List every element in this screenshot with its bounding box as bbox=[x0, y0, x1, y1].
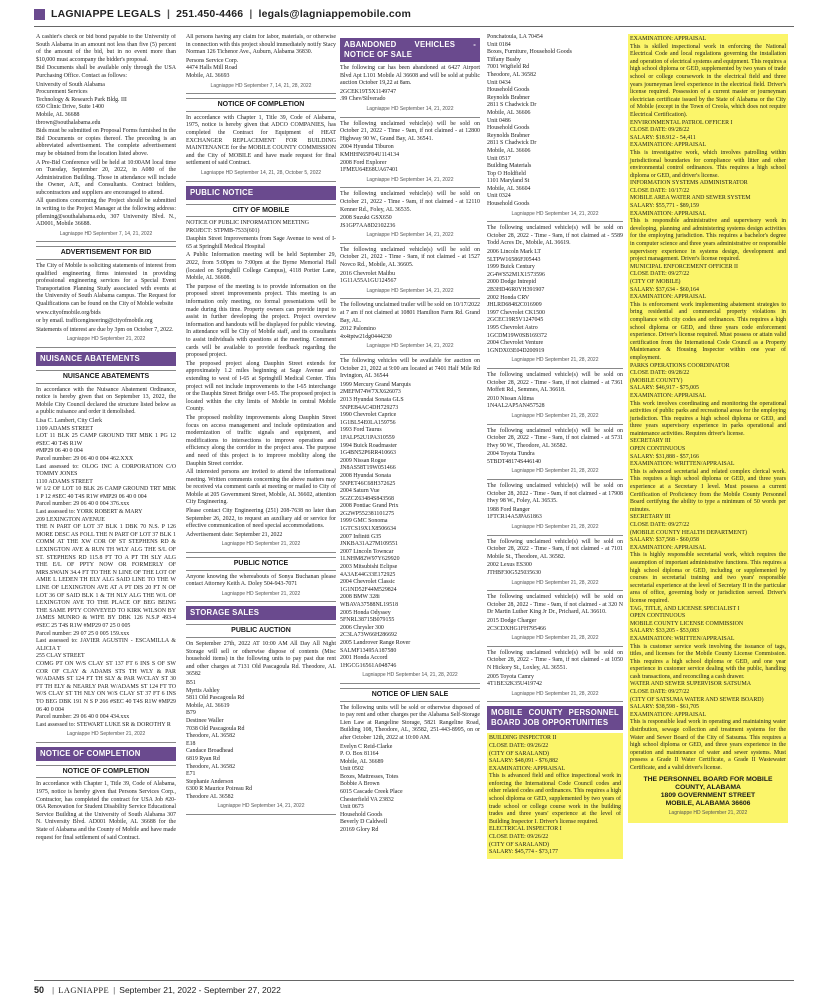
notice-subhead: NUISANCE ABATEMENTS bbox=[36, 370, 176, 384]
vehicle-paragraph: The following unclaimed vehicle(s) will be sold on October 28, 2022 - Time - 9am, if not claimed - at 320 N Dr Martin Luther King Jr Dr., Prichard, AL 36610. bbox=[487, 594, 623, 616]
section-banner: NOTICE OF COMPLETION bbox=[36, 747, 176, 761]
bid-address: University of South Alabama Procurement Services Technology & Research Park Bldg. III 650 Clinic Drive, Suite 1400 Mobile, AL 36688 tbrown@southalabama.edu bbox=[36, 81, 127, 126]
bid-paragraph: Bids must be submitted on Proposal Forms furnished in the Bid Documents or copies thereof. The preceding is an abbreviated advertisement. The complete advertisement may be obtained from the location listed above. bbox=[36, 128, 176, 157]
city-paragraph: The proposed mobility improvements along Dauphin Street focus on access management and include optimization and modernization of traffic signals and equipment, and modifications to intersections to improve operations and efficiency along the corridor in the project area. The purpose and need of this project is to improve mobility along the Dauphin Street corridor. bbox=[186, 414, 336, 467]
notice-subhead: ADVERTISEMENT FOR BID bbox=[36, 246, 176, 260]
vehicle-list: 2GCEK19T5X1149747 .99 Chev/Silverado bbox=[340, 88, 397, 103]
page-header bbox=[34, 6, 794, 22]
vehicle-list: 1999 Mercury Grand Marquis 2MEFM74W7XX626073 2013 Hyundai Sonata GLS 5NPEB4AC4DH729273 1990 Chevrolet Caprice 1G1BL54E0LA159756 1993 Ford Taurus 1FALP52U1PA310559 1994 Buick Roadmaster 1G4BN52P6RR410663 2009 Nissan Rogue JN8AS58T19W051466 2008 Hyundai Sonata 5NPET46C68H372625 2004 Saturn Vue 5GZCZ63484S843568 2008 Pontiac Grand Prix 2G2WP552381101275 1999 GMC Sonoma 1GTCS19X1X8506634 2007 Infiniti G35 JNKBA31A27M109551 2007 Lincoln Towncar 1LNHM82W97Y629920 2003 Mitsubishi Eclipse 4A3AE44G33E172925 2004 Chevrolet Classic 1G1ND52F44M529824 2008 BMW 328i WBAVA37588NL19518 2005 Honda Odyssey 5FNRL38715B079155 2006 Chrysler 300 2C3LA73W66H286692 2005 Landrover Range Rover SALMF13495A187580 2001 Honda Accord 1HGCG16561A048746 bbox=[340, 381, 411, 669]
header-separator: | bbox=[249, 8, 253, 20]
notice-credit: Lagniappe HD September 21, 28, 2022 bbox=[487, 524, 623, 536]
vehicle-list: 2005 Toyota Camry 4T1BE32K35U419742 bbox=[487, 673, 542, 688]
notice-credit: Lagniappe HD September 21, 28, 2022 bbox=[487, 357, 623, 369]
section-banner: NUISANCE ABATEMENTS bbox=[36, 352, 176, 366]
city-paragraph: NOTICE OF PUBLIC INFORMATION MEETING PROJECT: STPMB-7533(601) bbox=[186, 220, 310, 234]
city-paragraph: All interested persons are invited to attend the informational meeting. Written comments concerning the above matters may be received via comment cards at meeting or mailed to City of Mobile at 205 Government Street, Mobile, AL 36602, attention City Engineering. bbox=[186, 469, 336, 506]
footer-separator: | bbox=[113, 985, 116, 995]
notice-subhead: NOTICE OF COMPLETION bbox=[186, 98, 336, 112]
auction-unit-list: B51 Myrtis Ashley 5811 Old Pascagoula Rd Mobile, AL 36619 B79 Destinee Waller 7038 Old Pascagoula Rd Theodore, AL 36582 E18 Candace Broadhead 6819 Ryan Rd Theodore, AL 36582 E71 Stephanie Anderson 6300 R Maurice Poireau Rd Theodore AL 36582 bbox=[186, 679, 253, 800]
vehicle-list: 2006 Lincoln Mark LT 5LTPW16586FJ05443 1999 Buick Century 2G4WS52M1X1573596 2000 Dodge Intrepid 2B3HD46R0YH391907 2002 Honda CRV JHLRD68482C016909 1997 Chevrolet CK1500 2GCEC19R5V1247045 1995 Chevrolet Astro 1GCDM19W0SB169372 2004 Chevrolet Venture 1GNDX03E04D200919 bbox=[487, 249, 547, 354]
completion-paragraph: In accordance with Chapter 1, Title 39, Code of Alabama, 1975, notice is hereby given that ADCO COMPANIES, has completed the Contract for Equipment of HEAT EXCHANGER REPLACEMENT FOR BUILDING MAINTENANCE for the MOBILE COUNTY COMMISSION and the City of MOBILE and have made request for final settlement of said Contract. bbox=[186, 114, 336, 167]
adv-paragraph: Statements of interest are due by 3pm on October 7, 2022. bbox=[36, 326, 174, 333]
notice-credit: Lagniappe HD September 14, 21, 2022 bbox=[340, 232, 480, 244]
vehicle-list: 2004 Hyundai Tiburon KMHHN65F04U114134 2008 Ford Explorer 1FMEU64E68UA67401 bbox=[340, 144, 400, 174]
column-5 bbox=[628, 34, 788, 964]
vehicle-list: 2008 Suzuki GSX650 JS1GP7AA8D2102236 bbox=[340, 215, 396, 229]
city-paragraph: Please contact City Engineering (251) 208-7638 no later than September 26, 2022, to request an auxiliary aid or service for effective communication of need special accommodations. bbox=[186, 508, 336, 530]
city-paragraph: The purpose of the meeting is to provide information on the proposed street improvements project. This meeting is an information only meeting, no formal presentations will be made during this time. Property owners can provide input to assist in further developing the project. Project overview information and handouts will be displayed for public viewing. In attendance will be City of Mobile staff, and its consultants to assist individuals with questions at the meeting. Comment cards will be available to provide feedback regarding the proposed project. bbox=[186, 283, 336, 359]
notice-credit: Lagniappe HD September 21, 28, 2022 bbox=[487, 580, 623, 592]
vehicle-paragraph: The following unclaimed vehicle(s) will be sold on October 28, 2022 - Time - 9am, if not claimed - at 7361 Moffett Rd., Semmes, AL 36618. bbox=[487, 371, 623, 394]
section-square-icon bbox=[34, 9, 45, 20]
nuisance-paragraph: In accordance with the Nuisance Abatement Ordinance, notice is hereby given that on September 13, 2022, the Mobile City Council declared the structure listed below as a public nuisance and order it demolished. bbox=[36, 386, 176, 416]
vehicle-paragraph: The following unclaimed vehicle(s) will be sold on October 21, 2022 - Time - 9am, if not claimed - at 1527 Novco Rd., Mobile, AL 36605. bbox=[340, 246, 480, 269]
bid-paragraph: A Pre-Bid Conference will be held at 10:00AM local time on Tuesday, September 20, 2022, in A080 of the Administration Building. Those in attendance will include the Owner, A/E, and Consultants. Contract bidders, subcontractors and suppliers are encouraged to attend. bbox=[36, 159, 176, 196]
lien-unit-list: Evelyn C Reid-Clarke P. O. Box 81164 Mobile, AL 36689 Unit 0502 Boxes, Mattresses, Totes Bobbie A Brown 6015 Cascade Creek Place Chesterfield VA 23832 Unit 0673 Household Goods Beverly D Caldwell 20169 Glory Rd bbox=[340, 743, 403, 834]
city-paragraph: Advertisement date: September 21, 2022 bbox=[186, 531, 283, 538]
bid-paragraph: Bid Documents shall be available only through the USA Purchasing Office. Contact as follows: bbox=[36, 65, 176, 79]
notice-credit: Lagniappe HD September 21, 2022 bbox=[36, 731, 176, 743]
notice-subhead: NOTICE OF LIEN SALE bbox=[340, 688, 480, 702]
jobs-highlight-box bbox=[628, 34, 788, 823]
adv-paragraph: The City of Mobile is soliciting statements of interest from qualified engineering firms interested in providing professional engineering services for a Special Event Transportation Planning Study associated with events at the University of South Alabama campus. The Request for Qualifications can be found on the City of Mobile website bbox=[36, 263, 176, 307]
completion-paragraph: In accordance with Chapter 1, Title 39, Code of Alabama, 1975, notice is hereby given that Persons Services Corp., Contractor, has completed the contract for USA Job #20-06A Renovation for Student Disability Service Educational Service Building at the University of South Alabama 307 N. University Blvd. AD001 Mobile, AL 36688 for the State of Alabama and the County of Mobile and have made request for final settlement of said Contract. bbox=[36, 781, 176, 841]
vehicle-paragraph: The following unclaimed vehicle(s) will be sold on October 28, 2022 - Time - 9am, if not claimed - at 5731 Hwy 90 W., Theodore, AL 36582. bbox=[487, 427, 623, 449]
issue-dates: September 21, 2022 - September 27, 2022 bbox=[119, 985, 281, 995]
column-3 bbox=[340, 34, 480, 964]
section-banner: STORAGE SALES bbox=[186, 606, 336, 620]
page-footer bbox=[34, 980, 794, 996]
vehicle-paragraph: The following unclaimed vehicle(s) will be sold on October 28, 2022 - Time - 9am, if not claimed at - 5589 Todd Acres Dr., Mobile, AL 36619. bbox=[487, 225, 623, 247]
adv-paragraph: or by email. trafficengineering@cityofmobile.org bbox=[36, 318, 153, 325]
nuisance-property-list: Lisa C. Lambert, City Clerk 1109 ADAMS STREET LOT 11 BLK 25 CAMP GROUND TRT MBK 1 PG 12 #SEC 40 T4S R1W #MP29 06 40 0 004 Parcel number: 29 06 40 0 004 462.XXX Last assessed to: OLOG INC A CORPORATION C/O TOMMY JONES 1110 ADAMS STREET W 1/2 OF LOT 10 BLK 26 CAMP GROUND TRT MBK 1 P 12 #SEC 40 T4S R1W #MP29 06 40 0 004 Parcel number: 29 06 40 0 004 376.xxx Last assessed to: YORK ROBERT & MARY 209 LEXINGTON AVENUE THE N PART OF LOT 37 BLK 1 DBK 70 N.S. P 126 MORE DESC AS FOLL THE N PART OF LOT 37 BLK 1 COMM AT THE XW COR OF ST STEPHENS RD & LEXINGTON AVE & RUN TH WLY ALG THE S/L OF ST. STEPHENS RD 115.8 FT TO A PT TH SLY ALG THE E/L OF PPTY NOW OR FORMERLY OF MRS.SWAIN 34.4 FT TO THE N LINE OF THE LOT OF AMIE L LEDEN TH ELY ALG SAID LINE TO THE W LINE OF LEXINGTON AVE AT A PT DIS 20 FT N OF LOT 36 OF SAID BLK 1 & TH NLY ALG THE W/L OF LEXINGTON AVE TO THE PLACE OF BEG BEING THE SAME PPTY CONVEYED TO KIRK WILSON BY JAMES MUNRO & WIFE BY DBK 126 N.S.P 493-4 #SEC 25 T4S R1W #MP29 07 25 0 005 Parcel number: 29 07 25 0 005 159.xxx Last assessed to: JAVIER AGUSTIN - ESCAMILLA & ALICIA T 255 CLAY STREET COMG PT ON W/S CLAY ST 137 FT 6 INS S OF SW COR OF CLAY & ADAMS STS TH WLY & PAR W/ADAMS ST 124 FT TH SLY & PAR W/CLAY ST 30 FT TH ELY & NEARLY PAR W/ADAMS ST 124 FT TO W/S CLAY ST TH NLY ON W/S CLAY ST 37 FT 6 INS TO BEG DBK 191 N S P 266 #SEC 40 T4S R1W #MP29 06 40 0 004 Parcel number: 29 06 40 0 004 434.xxx Last assessed to: STEWART LUKE SR & DOROTHY R bbox=[36, 417, 176, 728]
lien-unit-list: Ponchatoula, LA 70454 Unit 0184 Boxes, Furniture, Household Goods Tiffany Busby 7001 Wigfield Rd Theodore, AL 36582 Unit 0434 Household Goods Reynolds Brabner 2811 S Chadwick Dr Mobile, AL 36606 Unit 0486 Household Goods Reynolds Brabner 2811 S Chadwick Dr Mobile, AL 36606 Unit 0517 Building Materials Top O Holdfield 1101 Maryland St Mobile, AL 36604 Unit 0324 Household Goods bbox=[487, 34, 572, 208]
vehicle-list: 2016 Chevrolet Malibu 1G11A55A1GU124567 bbox=[340, 270, 397, 285]
column-1 bbox=[36, 34, 176, 964]
notice-credit: Lagniappe HD September 21, 28, 2022 bbox=[487, 691, 623, 703]
notice-credit: Lagniappe HD September 14, 21, 28, October 5, 2022 bbox=[186, 170, 336, 182]
vehicle-paragraph: The following unclaimed vehicle(s) will be sold on October 21, 2022 - Time - 9am, if not claimed - at 12110 Kenner Rd., Foley, AL 36535. bbox=[340, 191, 480, 213]
auction-paragraph: On September 27th, 2022 AT 10:00 AM All Day All Night Storage will sell or otherwise dispose of contents (Misc household items) in the following units to pay past due rent and other charges at 7131 Old Pascagoula Rd. Theodore, AL 36582 bbox=[186, 641, 336, 678]
notice-credit: Lagniappe HD September 14, 21, 2022 bbox=[340, 106, 480, 118]
vehicle-list: 2004 Toyota Tundra 5TBDT48174S446140 bbox=[487, 451, 541, 465]
notice-credit: Lagniappe HD September 14, 21, 2022 bbox=[340, 177, 480, 189]
column-4 bbox=[487, 34, 623, 964]
header-separator: | bbox=[166, 8, 171, 20]
section-banner: MOBILE COUNTY PERSONNEL BOARD JOB OPPORTUNITIES bbox=[487, 706, 623, 730]
notice-credit: Lagniappe HD September 21, 28, 2022 bbox=[487, 635, 623, 647]
notice-credit: Lagniappe HD September 7, 14, 21, 28, 2022 bbox=[186, 83, 336, 95]
city-paragraph: The proposed project along Dauphin Street extends for approximately 1.2 miles beginning at Sage Avenue and extending to west of I-65 at Springhill Medical Center. This project will not include improvements to the I-65 interchange or the Dauphin Street Bridge over I-65. The proposed project is located within the city limits of Mobile in central Mobile County. bbox=[186, 360, 336, 413]
notice-credit: Lagniappe HD September 21, 2022 bbox=[186, 591, 336, 603]
vehicle-paragraph: The following unclaimed trailer will be sold on 10/17/2022 at 7 am if not claimed at 10801 Hamilton Farm Rd. Grand Bay, AL. bbox=[340, 302, 480, 324]
lien-paragraph: The following units will be sold or otherwise disposed of to pay rent and other charges per the Alabama Self-Storage Lien Law at Rangeline Storage, 5821 Rangeline Road, Building 108, Theodore, AL, 36582, 251-443-8995, on or after October 12th, 2022 at 10:00 AM. bbox=[340, 704, 480, 741]
notice-subhead: PUBLIC AUCTION bbox=[186, 624, 336, 638]
vehicle-paragraph: The following unclaimed vehicle(s) will be sold on October 28, 2022 - Time - 9am, if not claimed - at 1050 N Hickory St., Loxley, AL 36551. bbox=[487, 649, 623, 671]
vehicle-paragraph: The following unclaimed vehicle(s) will be sold on October 21, 2022 - Time - 9am, if not claimed - at 12800 Highway 90 W., Grand Bay, AL 36541. bbox=[340, 120, 480, 142]
notice-credit: Lagniappe HD September 21, 2022 bbox=[36, 336, 176, 348]
notice-credit: Lagniappe HD September 14, 21, 2022 bbox=[487, 211, 623, 223]
completion-contact: Persons Service Corp. 4474 Halls Mill Road Mobile, AL 36693 bbox=[186, 57, 239, 79]
vehicle-list: 2012 Palomino 4x4tptw21dg0444230 bbox=[340, 326, 392, 340]
completion-paragraph: All persons having any claim for labor, materials, or otherwise in connection with this project should immediately notify Stacy Norman 126 Tichenor Ave., Auburn, Alabama 36830. bbox=[186, 34, 336, 56]
vehicle-paragraph: The following vehicles will be available for auction on October 21, 2022 at 9:00 am located at 7401 Half Mile Rd Irvington, AL 36544 bbox=[340, 358, 480, 380]
bid-paragraph: All questions concerning the Project should be submitted in writing to the Project Manager at the following address: pfleming@southalabama.edu, 307 University Blvd. N., AD001, Mobile 36688. bbox=[36, 198, 176, 228]
notice-credit: Lagniappe HD September 14, 21, 2022 bbox=[340, 343, 480, 355]
notice-credit: Lagniappe HD September 14, 21, 28, 2022 bbox=[340, 672, 480, 684]
notice-credit: Lagniappe HD September 21, 2022 bbox=[668, 810, 748, 817]
header-rule bbox=[34, 26, 794, 27]
notice-credit: Lagniappe HD September 14, 21, 2022 bbox=[340, 288, 480, 300]
jobs-listing: EXAMINATION: APPRAISAL This is skilled inspectional work in enforcing the National Electrical Code and local regulations governing the installation and operation of electrical systems and equipment. This requires a high school diploma or GED, supplemented by two years of trade school or college coursework in the electrical field and three years journeyman level experience in the electrical field. Driver's license required. Possession of a current master or journeyman electrician certificate issued by the State of Alabama or the City of Mobile (except in the Town of Creola, which does not require Electrical Certification). ENVIRONMENTAL PATROL OFFICER I CLOSE DATE: 09/28/22 SALARY: $18.912 - 54,411 EXAMINATION: APPRAISAL This is investigative work, which involves patrolling within jurisdictional boundaries for compliance with litter and other environmental control ordinances. This requires a high school diploma or GED, and driver's license. INFORMATION SYSTEMS ADMINISTRATOR CLOSE DATE: 10/17/22 MOBILE AREA WATER AND SEWER SYSTEM SALARY: $55,771 - $89,159 EXAMINATION: APPRAISAL This is responsible administrative and supervisory work in developing, planning and administering systems design activities for the employing jurisdiction. This requires a bachelor's degree in computer science and three years administrative or responsible supervisory experience in systems design, development and project management. Driver's license required. MUNICIPAL ENFORCEMENT OFFICER II CLOSE DATE: 09/27/22 (CITY OF MOBILE) SALARY: $37,634 - $60,164 EXAMINATION: APPRAISAL This is enforcement work implementing abatement strategies to bring residential and commercial property violations in compliance with city codes and ordinances. This requires a high school diploma or GED, and three years code enforcement experience. Driver's license required. Must possess or attain valid certification from the International Code Council as a Property Maintenance & Housing Inspector within one year of employment. PARKS OPERATIONS COORDINATOR CLOSE DATE: 09/28/22 (MOBILE COUNTY) SALARY: $46,917 - $75,005 EXAMINATION: APPRAISAL This work involves coordinating and monitoring the operational activities of public parks and recreational areas for the employing jurisdiction. This requires a high school diploma or GED, and three years supervisory experience in parks operational and maintenance activities. Requires driver's license. SECRETARY III OPEN CONTINUOUS SALARY: $31,888 - $57,166 EXAMINATION: WRITTEN/APPRAISAL This is advanced secretarial and related complex clerical work. This requires a high school diploma or GED, and three years experience at a Secretary I level. Must possess a current Certification of Proficiency from the Mobile County Personnel Board certifying the ability to type a minimum of 50 words per minutes. SECRETARY III CLOSE DATE: 09/27/22 (MOBILE COUNTY HEALTH DEPARTMENT) SALARY: $37,568 - $60,058 EXAMINATION: APPRAISAL This is highly responsible secretarial work, which requires the assumption of important administrative functions. This requires a high school diploma or GED, including or supplemented by courses in secretarial training and two years' responsible secretarial experience at the level of Secretary II in the particular area of office, governing body or jurisdiction served. Driver's license required. TAG, TITLE, AND LICENSE SPECIALIST I OPEN CONTINUOUS MOBILE COUNTY LICENSE COMMISSION SALARY: $33,205 - $53,083 EXAMINATION: WRITTEN/APPRAISAL This is customer service work involving the issuance of tags, titles, and licenses for the Mobile County License Commission. This requires a high school diploma or GED, and one year experience in customer service dealing with the public, handling cash transactions, and reconciling a cash drawer. WATER AND SEWER SUPERVISOR SATSUMA CLOSE DATE: 09/27/22 (CITY OF SATSUMA WATER AND SEWER BOARD) SALARY: $38,598 - $61,705 EXAMINATION: APPRAISAL This is responsible lead work in operating and maintaining water distribution, sewage collection and treatment systems for the Water and Sewer Board of the City of Satsuma. This requires a high school diploma or GED, and three years experience in the operation and maintenance of water and sewer systems. Must possess a Grade II Water Certificate, a Grade II Wastewater Certificate, and a valid driver's license. bbox=[630, 36, 786, 771]
notice-subhead: CITY OF MOBILE bbox=[186, 204, 336, 218]
column-2 bbox=[186, 34, 336, 964]
pn-paragraph: Anyone knowing the whereabouts of Sonya Buchanan please contact Attorney Keith A. Doley 504-943-7071 bbox=[186, 573, 336, 588]
adv-url-link[interactable]: www.cityofmobile.org/bids bbox=[36, 309, 101, 316]
notice-subhead: PUBLIC NOTICE bbox=[186, 557, 336, 571]
notice-credit: Lagniappe HD September 21, 28, 2022 bbox=[487, 413, 623, 425]
city-paragraph: Dauphin Street Improvements from Sage Avenue to west of I-65 at Springhill Medical Hospital bbox=[186, 236, 336, 250]
city-paragraph: A Public Information meeting will be held September 29, 2022, from 5:00pm to 7:00pm at the Byrne Memorial Hall (located on Springhill College Campus), 4118 Portier Lane, Mobile, AL 36608. bbox=[186, 252, 336, 282]
notice-credit: Lagniappe HD September 21, 28, 2022 bbox=[487, 468, 623, 480]
vehicle-paragraph: The following unclaimed vehicle(s) will be sold on October 28, 2022 - Time - 9am, if not claimed - at 7101 Mobile St., Theodore, AL 36582. bbox=[487, 538, 623, 560]
section-banner: PUBLIC NOTICE bbox=[186, 186, 336, 200]
vehicle-paragraph: The following car has been abandoned at 6427 Airport Blvd Apt L101 Mobile Al 36608 and will be sold at public auction October 19,22 at 8am. bbox=[340, 65, 480, 87]
vehicle-paragraph: The following unclaimed vehicle(s) will be sold on October 28, 2022 - Time - 9am, if not claimed - at 17908 Hwy 98 W., Foley, AL 36535. bbox=[487, 483, 623, 505]
vehicle-list: 2002 Lexus ES300 JTHBF30G525035630 bbox=[487, 562, 542, 576]
section-banner: ABANDONED VEHICLES - NOTICE OF SALE bbox=[340, 38, 480, 62]
page-number: 50 bbox=[34, 985, 45, 995]
footer-separator: | bbox=[52, 985, 55, 995]
header-phone: 251.450-4466 bbox=[176, 8, 244, 20]
notice-credit: Lagniappe HD September 7, 14, 21, 2022 bbox=[36, 231, 176, 243]
magazine-name: LAGNIAPPE bbox=[58, 985, 110, 995]
vehicle-list: 1988 Ford Ranger 1FTCR14A5JPA61863 bbox=[487, 506, 542, 521]
personnel-board-name: THE PERSONNEL BOARD FOR MOBILE COUNTY, ALABAMA 1809 GOVERNMENT STREET MOBILE, ALABAMA 36606 bbox=[643, 775, 773, 808]
bid-paragraph: A cashier's check or bid bond payable to the University of South Alabama in an amount not less than five (5) percent of the amount of the bid, but in no event more than $10,000 must accompany the bidder's proposal. bbox=[36, 34, 176, 63]
header-section-title: LAGNIAPPE LEGALS bbox=[51, 8, 161, 20]
notice-credit: Lagniappe HD September 21, 2022 bbox=[186, 541, 336, 553]
jobs-listing: BUILDING INSPECTOR II CLOSE DATE: 09/26/22 (CITY OF SARALAND) SALARY: $48,091 - $76,882 EXAMINATION: APPRAISAL This is advanced field and office inspectional work in enforcing the International Code Council codes and other related codes and ordinances. This requires a high school diploma or GED, supplemented by two years of trade school or college course work in the building trades and three years' experience at the level of Building Inspector I. Driver's license required. ELECTRICAL INSPECTOR I CLOSE DATE: 09/26/22 (CITY OF SARALAND) SALARY: $45,774 - $73,177 bbox=[489, 735, 621, 856]
notice-subhead: NOTICE OF COMPLETION bbox=[36, 765, 176, 779]
header-email[interactable]: legals@lagniappemobile.com bbox=[258, 8, 412, 20]
jobs-highlight-box bbox=[487, 733, 623, 859]
vehicle-list: 2010 Nissan Altima 1N4AL2AP5AN457528 bbox=[487, 395, 545, 410]
vehicle-list: 2015 Dodge Charger 2C3CDXHG1FH795466 bbox=[487, 617, 546, 632]
notice-credit: Lagniappe HD September 14, 21, 2022 bbox=[186, 803, 336, 815]
